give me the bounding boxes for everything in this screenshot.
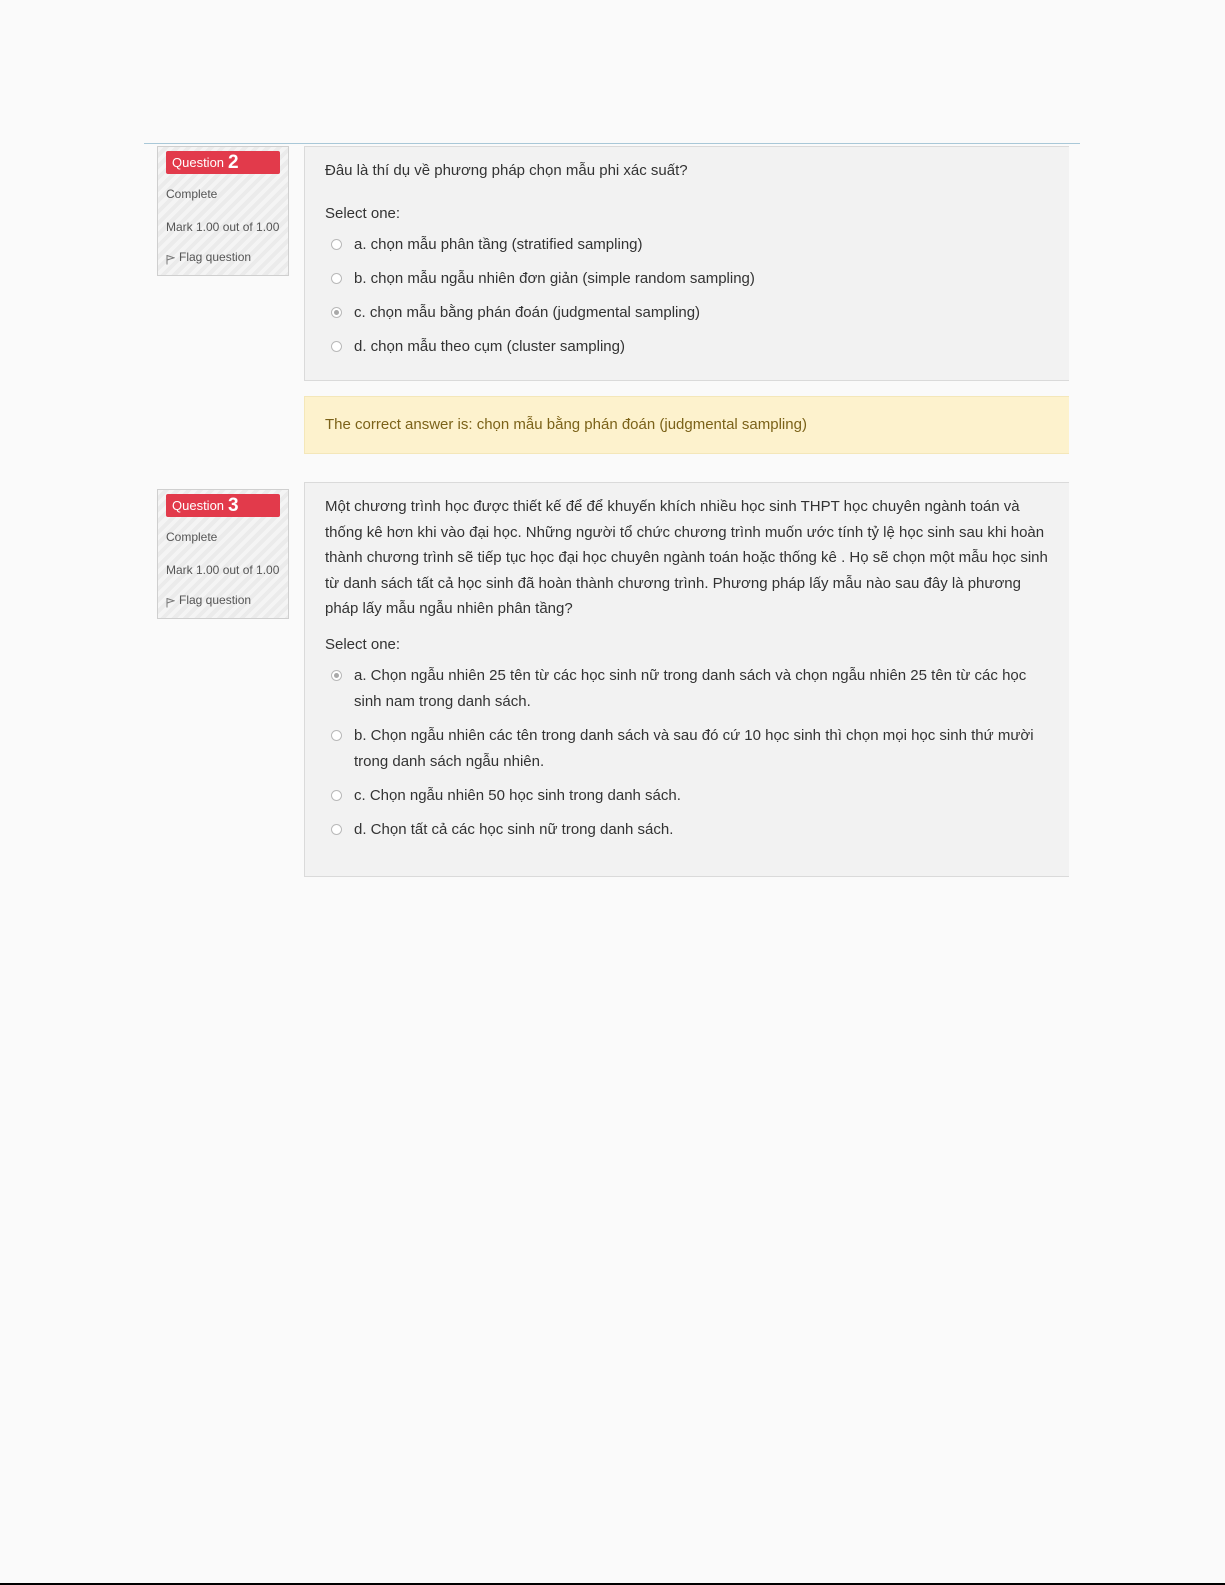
- question-2-answer-b[interactable]: [325, 262, 1053, 296]
- question-2-prompt: Select one:: [325, 204, 401, 222]
- question-3-answer-a[interactable]: [325, 659, 1053, 719]
- question-3-answer-c[interactable]: [325, 779, 1053, 813]
- answer-radio[interactable]: [331, 730, 342, 741]
- question-3-grade: Mark 1.00 out of 1.00: [166, 563, 280, 577]
- question-2-info: [157, 146, 289, 276]
- question-2-label: Question: [172, 155, 225, 170]
- flag-icon: [166, 254, 175, 265]
- question-3-flag-link[interactable]: [166, 591, 280, 608]
- answer-label: a. Chọn ngẫu nhiên 25 tên từ các học sinh nữ trong danh sách và chọn ngẫu nhiên 25 tên từ các học sinh nam trong danh sách.: [354, 666, 1027, 710]
- question-3-label: Question: [172, 498, 225, 513]
- answer-radio[interactable]: [331, 239, 342, 250]
- answer-label: c. chọn mẫu bằng phán đoán (judgmental sampling): [354, 303, 701, 321]
- answer-label: d. Chọn tất cả các học sinh nữ trong danh sách.: [354, 820, 674, 838]
- question-3-info: [157, 489, 289, 619]
- answer-radio-selected[interactable]: [331, 307, 342, 318]
- question-2-text: Đâu là thí dụ về phương pháp chọn mẫu phi xác suất?: [325, 162, 688, 179]
- top-divider: [144, 143, 1080, 144]
- question-2-grade: Mark 1.00 out of 1.00: [166, 220, 280, 234]
- answer-label: b. Chọn ngẫu nhiên các tên trong danh sách và sau đó cứ 10 học sinh thì chọn mọi học sinh thứ mười trong danh sách ngẫu nhiên.: [354, 726, 1034, 770]
- question-3-state: Complete: [166, 530, 218, 544]
- question-2-feedback: The correct answer is: chọn mẫu bằng phán đoán (judgmental sampling): [304, 396, 1069, 454]
- answer-radio[interactable]: [331, 790, 342, 801]
- question-2-answer-a[interactable]: [325, 228, 1053, 262]
- question-3-number-badge: [166, 494, 280, 517]
- question-3-text: Một chương trình học được thiết kế để để khuyến khích nhiều học sinh THPT học chuyên ngành toán và thống kê hơn khi vào đại học. Những người tổ chức chương trình muốn ước tính tỷ lệ học sinh sau khi hoàn thành chương trình sẽ tiếp tục học đại học chuyên ngành toán hoặc thống kê . Họ sẽ chọn một mẫu học sinh từ danh sách tất cả học sinh đã hoàn thành chương trình. Phương pháp lấy mẫu nào sau đây là phương pháp lấy mẫu ngẫu nhiên phân tầng?: [325, 498, 1048, 617]
- answer-label: d. chọn mẫu theo cụm (cluster sampling): [354, 337, 625, 355]
- question-2-answer-c[interactable]: [325, 296, 1053, 330]
- question-2-state: Complete: [166, 187, 218, 201]
- answer-radio-selected[interactable]: [331, 670, 342, 681]
- answer-label: a. chọn mẫu phân tầng (stratified sampling): [354, 235, 643, 253]
- question-3-flag-label: Flag question: [179, 592, 252, 607]
- answer-label: c. Chọn ngẫu nhiên 50 học sinh trong danh sách.: [354, 786, 681, 804]
- question-3-number: 3: [228, 495, 239, 516]
- question-3-answer-d[interactable]: [325, 813, 1053, 847]
- question-2-number-badge: [166, 151, 280, 174]
- question-3-prompt: Select one:: [325, 635, 401, 653]
- answer-radio[interactable]: [331, 341, 342, 352]
- question-2-flag-link[interactable]: [166, 248, 280, 265]
- question-3-formulation: [304, 482, 1069, 877]
- question-2-flag-label: Flag question: [179, 249, 252, 264]
- question-3-answer-b[interactable]: [325, 719, 1053, 779]
- answer-label: b. chọn mẫu ngẫu nhiên đơn giản (simple random sampling): [354, 269, 755, 287]
- question-2-number: 2: [228, 152, 239, 173]
- question-2-answer-d[interactable]: [325, 330, 1053, 364]
- question-2-formulation: [304, 146, 1069, 381]
- answer-radio[interactable]: [331, 273, 342, 284]
- flag-icon: [166, 597, 175, 608]
- answer-radio[interactable]: [331, 824, 342, 835]
